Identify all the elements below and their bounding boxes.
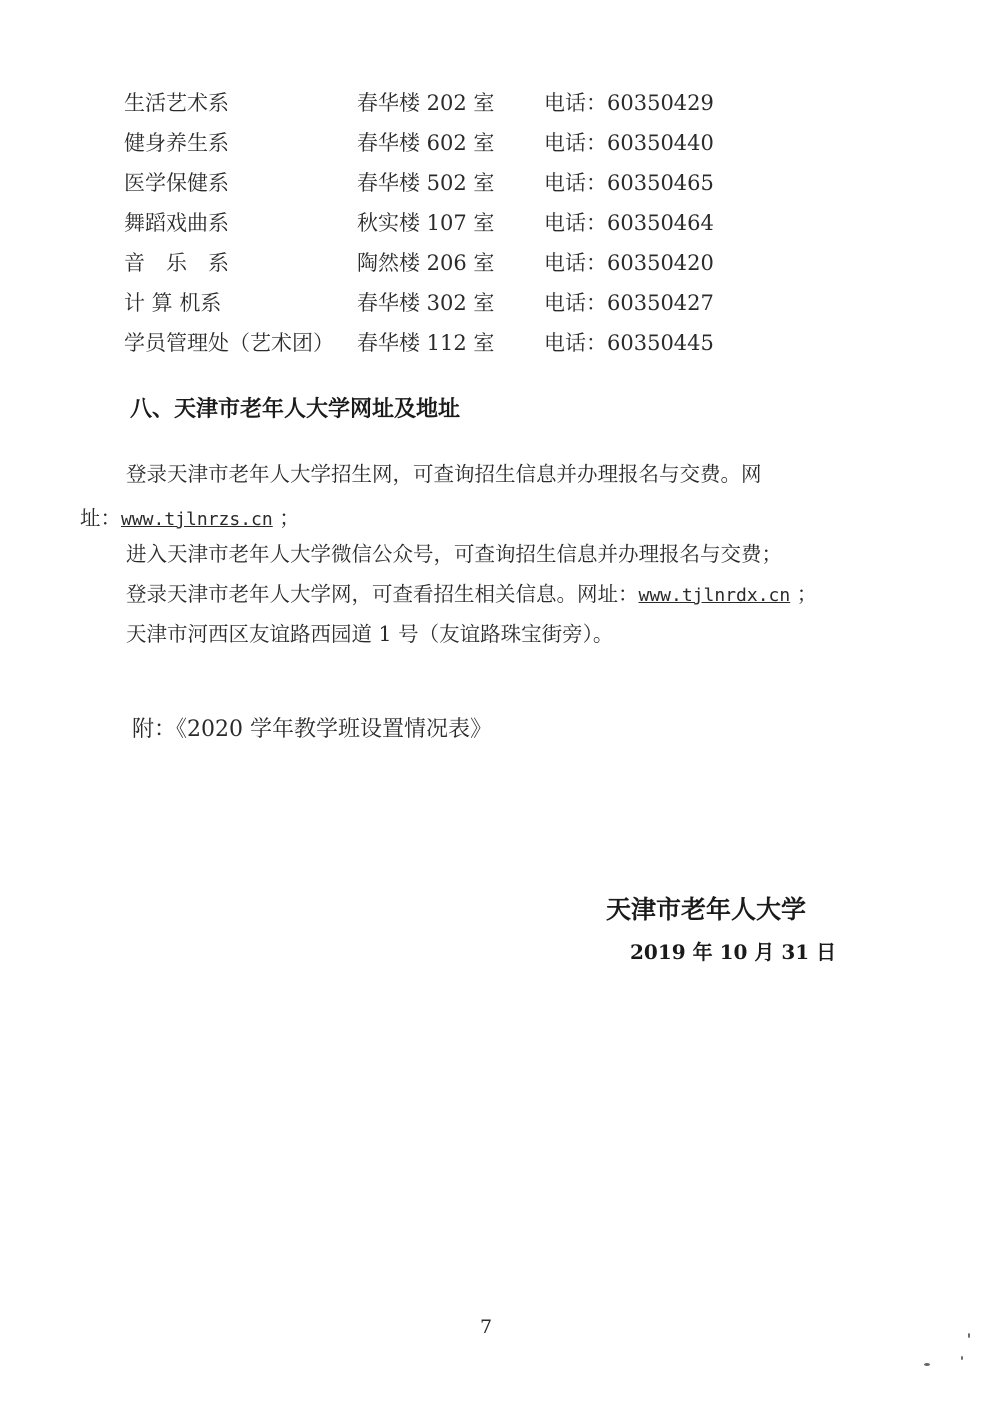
department-room: 春华楼 602 室 bbox=[357, 131, 495, 155]
section-heading: 八、天津市老年人大学网址及地址 bbox=[130, 397, 461, 422]
department-phone: 电话：60350427 bbox=[544, 291, 714, 315]
url-prefix: 登录天津市老年人大学网，可查看招生相关信息。网址： bbox=[126, 582, 639, 606]
department-name: 计 算 机系 bbox=[124, 291, 222, 315]
paragraph-line bbox=[80, 503, 300, 535]
department-room: 秋实楼 107 室 bbox=[357, 211, 495, 235]
paragraph-line bbox=[126, 579, 817, 611]
url-suffix: ； bbox=[272, 506, 300, 530]
url-suffix: ； bbox=[790, 582, 818, 606]
department-room: 春华楼 202 室 bbox=[357, 91, 495, 115]
university-site-link[interactable]: www.tjlnrdx.cn bbox=[638, 585, 791, 606]
department-room: 春华楼 302 室 bbox=[357, 291, 495, 315]
department-name: 医学保健系 bbox=[124, 171, 229, 195]
department-name: 健身养生系 bbox=[124, 131, 229, 155]
department-name: 学员管理处（艺术团） bbox=[124, 331, 334, 355]
department-room: 春华楼 502 室 bbox=[357, 171, 495, 195]
paragraph-line: 登录天津市老年人大学招生网，可查询招生信息并办理报名与交费。网 bbox=[126, 462, 762, 486]
signature-date: 2019 年 10 月 31 日 bbox=[630, 940, 837, 964]
paragraph-line: 进入天津市老年人大学微信公众号，可查询招生信息并办理报名与交费； bbox=[126, 542, 782, 566]
scan-speck bbox=[968, 1333, 970, 1338]
department-phone: 电话：60350464 bbox=[544, 211, 714, 235]
department-name: 舞蹈戏曲系 bbox=[124, 211, 229, 235]
department-name: 生活艺术系 bbox=[124, 91, 229, 115]
scan-speck bbox=[924, 1363, 930, 1366]
department-phone: 电话：60350429 bbox=[544, 91, 714, 115]
address-line: 天津市河西区友谊路西园道 1 号（友谊路珠宝街旁）。 bbox=[126, 622, 614, 646]
page-number: 7 bbox=[480, 1316, 493, 1338]
department-phone: 电话：60350445 bbox=[544, 331, 714, 355]
enrollment-site-link[interactable]: www.tjlnrzs.cn bbox=[121, 509, 273, 530]
department-phone: 电话：60350465 bbox=[544, 171, 714, 195]
department-phone: 电话：60350420 bbox=[544, 251, 714, 275]
department-room: 春华楼 112 室 bbox=[357, 331, 495, 355]
signature-organization: 天津市老年人大学 bbox=[606, 895, 807, 924]
scan-speck bbox=[961, 1356, 963, 1360]
department-name: 音 乐 系 bbox=[124, 251, 229, 275]
department-phone: 电话：60350440 bbox=[544, 131, 714, 155]
department-room: 陶然楼 206 室 bbox=[357, 251, 495, 275]
attachment-note: 附：《2020 学年教学班设置情况表》 bbox=[132, 717, 492, 742]
url-prefix: 址： bbox=[80, 506, 121, 530]
